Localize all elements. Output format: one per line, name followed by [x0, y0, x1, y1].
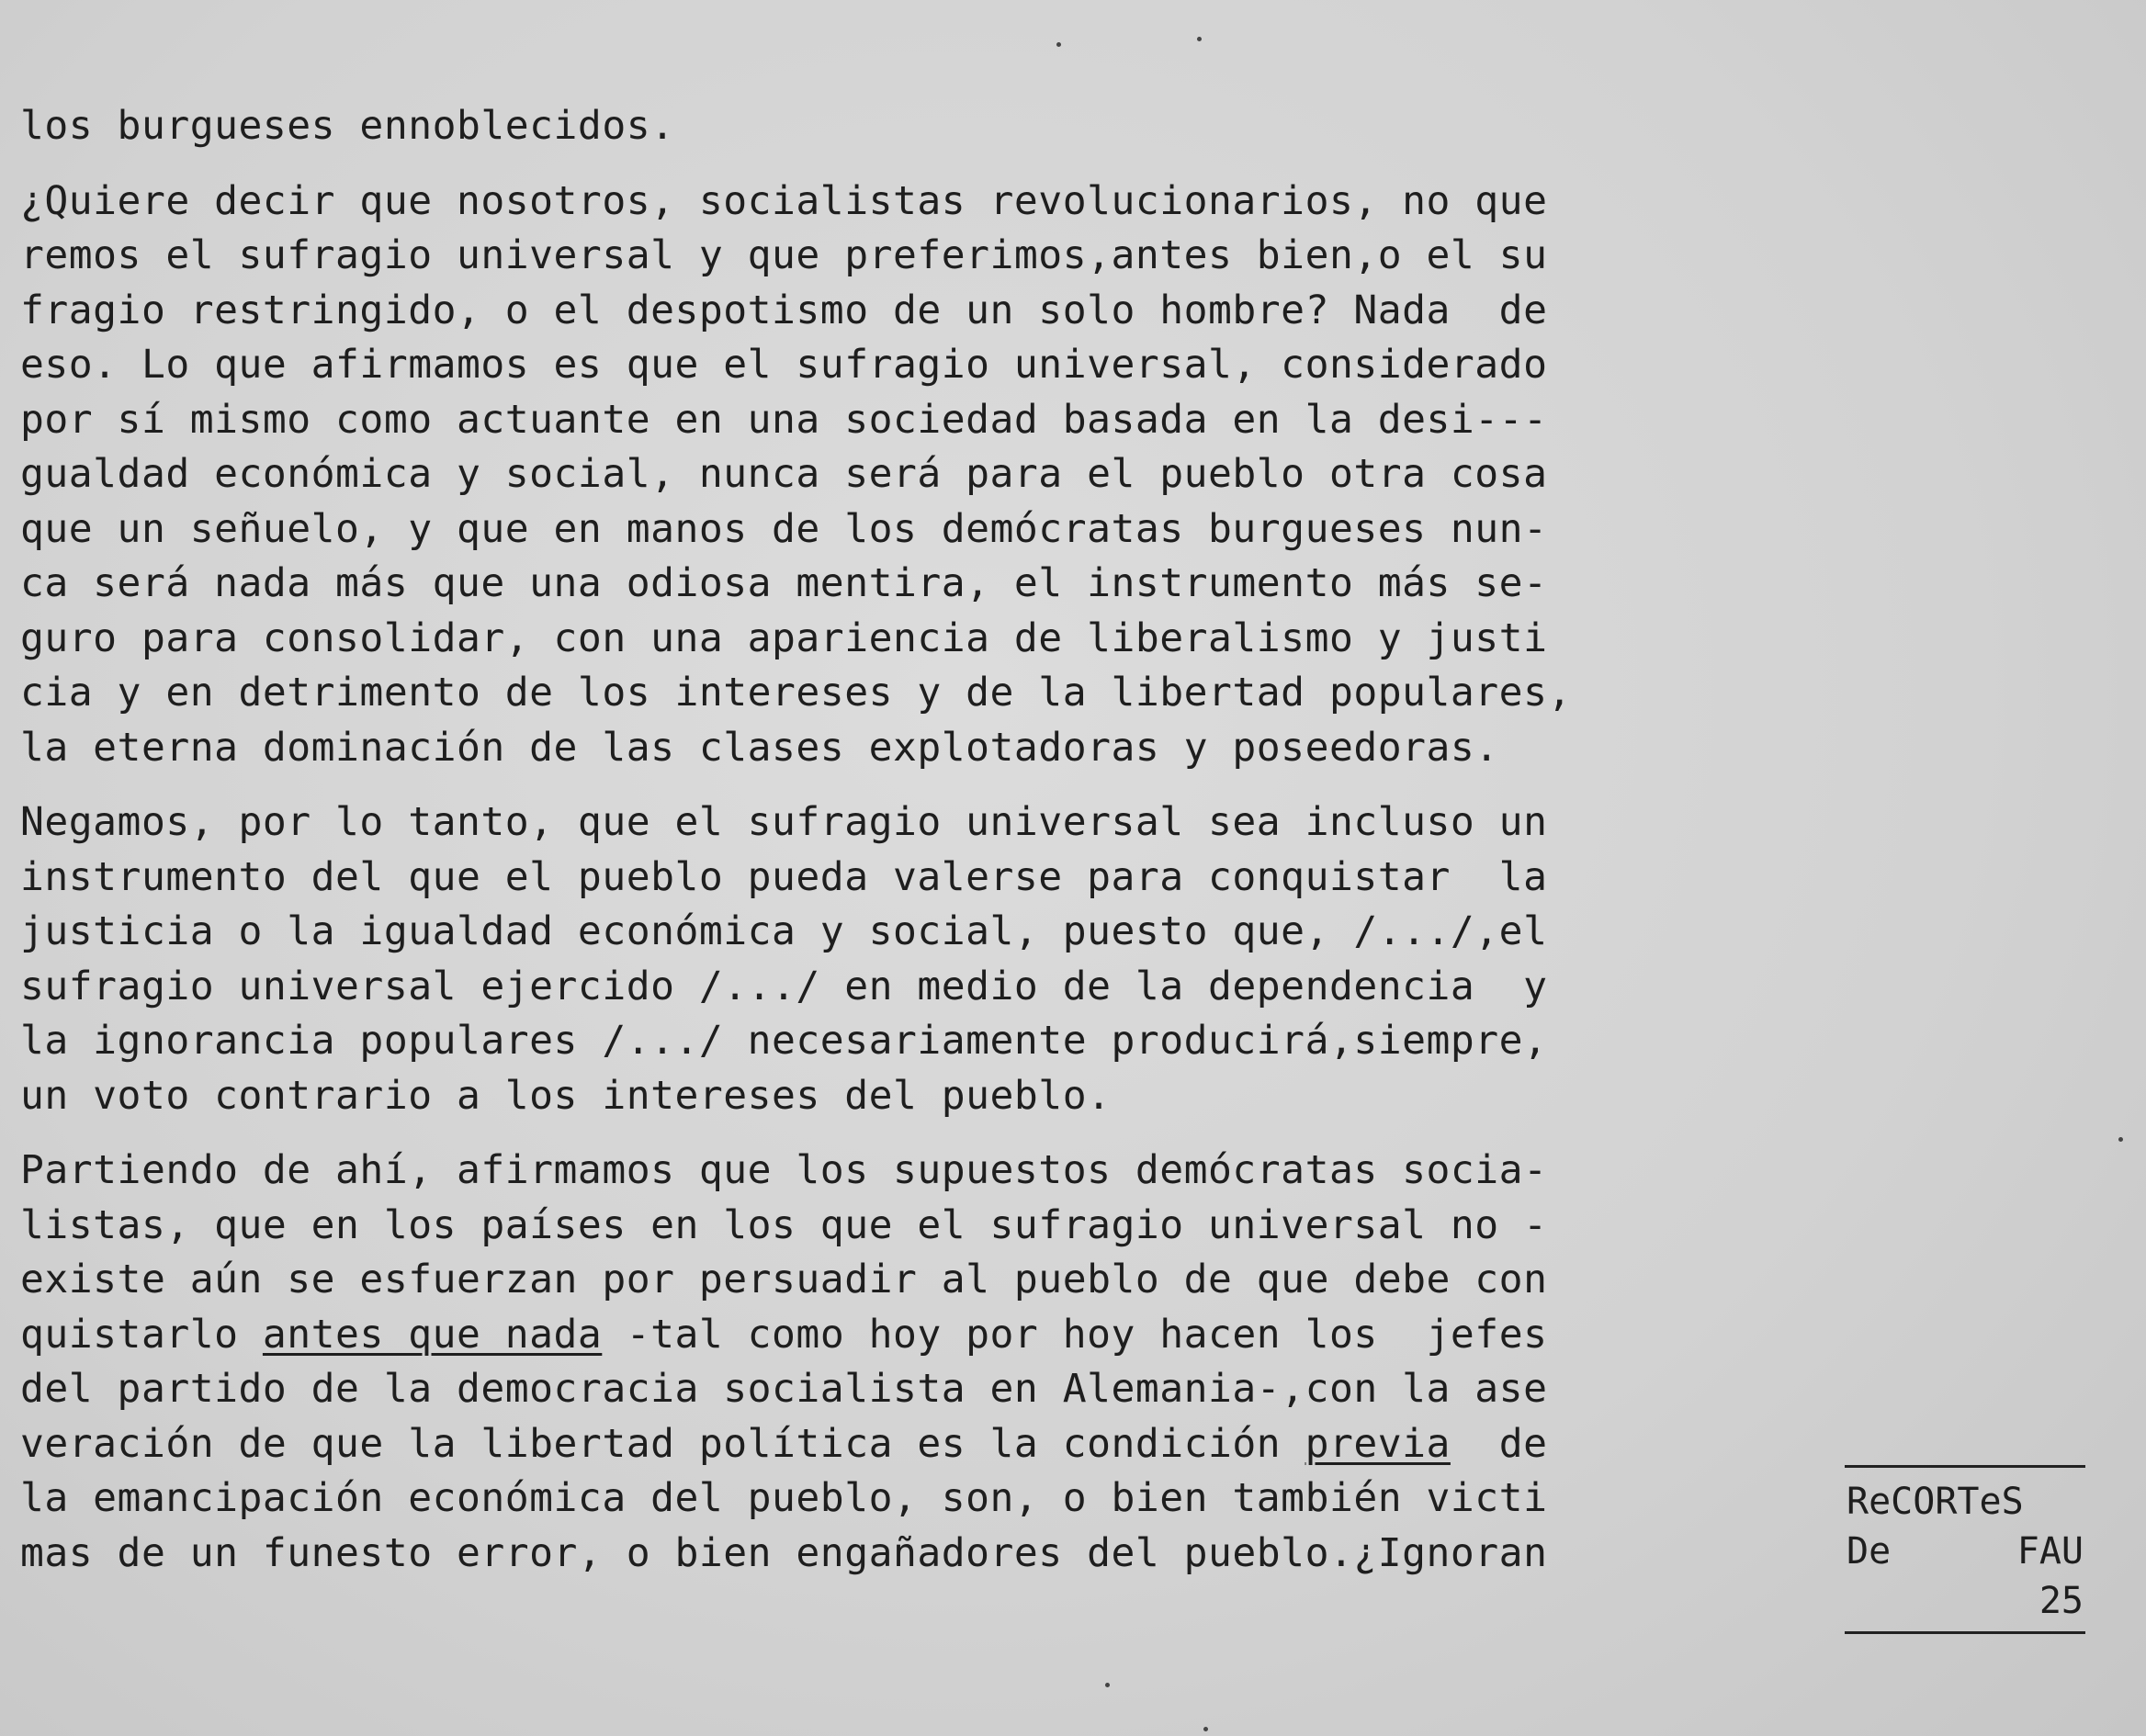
text-line: listas, que en los países en los que el sufragio universal no - [20, 1201, 1548, 1248]
text-line: eso. Lo que afirmamos es que el sufragio universal, considerado [20, 342, 1548, 388]
text-line: del partido de la democracia socialista en Alemania-,con la ase [20, 1366, 1548, 1412]
recortes-stamp [1845, 1465, 2085, 1634]
text-segment: de [1450, 1420, 1548, 1467]
stamp-label-row [1847, 1527, 2084, 1576]
text-line: sufragio universal ejercido /.../ en medio de la dependencia y [20, 963, 1548, 1009]
text-line: existe aún se esfuerzan por persuadir al pueblo de que debe con [20, 1257, 1548, 1302]
text-line: ¿Quiere decir que nosotros, socialistas revolucionarios, no que [20, 177, 1548, 224]
stamp-title: ReCORTeS [1847, 1481, 2024, 1523]
text-segment: -tal como hoy por hoy hacen los jefes [602, 1311, 1548, 1358]
underlined-phrase: antes que nada [262, 1311, 603, 1358]
paragraph-4 [20, 1144, 1848, 1581]
text-line: fragio restringido, o el despotismo de un solo hombre? Nada de [20, 287, 1548, 333]
text-line: Negamos, por lo tanto, que el sufragio universal sea incluso un [20, 799, 1548, 845]
text-line: instrumento del que el pueblo pueda valerse para conquistar la [20, 853, 1548, 900]
stamp-right-label: FAU [2016, 1530, 2084, 1573]
text-line: ca será nada más que una odiosa mentira, el instrumento más se- [20, 560, 1548, 606]
page-number: 25 [2039, 1580, 2084, 1622]
scan-speck [1056, 42, 1061, 47]
scan-speck [2118, 1137, 2123, 1142]
text-line: justicia o la igualdad económica y social, puesto que, /.../,el [20, 908, 1548, 954]
stamp-number-row [1847, 1576, 2084, 1626]
text-line: que un señuelo, y que en manos de los demócratas burgueses nun- [20, 505, 1548, 552]
scan-speck [1105, 1683, 1110, 1687]
text-segment: veración de que la libertad política es la condición [20, 1420, 1305, 1467]
text-segment: quistarlo [20, 1311, 263, 1358]
text-line: mas de un funesto error, o bien engañadores del pueblo.¿Ignoran [20, 1529, 1548, 1576]
underlined-word: previa [1305, 1420, 1451, 1467]
text-line: la emancipación económica del pueblo, son, o bien también victi [20, 1475, 1548, 1521]
text-line: guro para consolidar, con una apariencia de liberalismo y justi [20, 614, 1548, 661]
stamp-title-row [1847, 1477, 2084, 1527]
text-line: cia y en detrimento de los intereses y de la libertad populares, [20, 670, 1572, 716]
text-line: un voto contrario a los intereses del pueblo. [20, 1072, 1112, 1119]
text-line: remos el sufragio universal y que preferimos,antes bien,o el su [20, 232, 1548, 278]
text-line: Partiendo de ahí, afirmamos que los supuestos demócratas socia- [20, 1147, 1548, 1193]
text-line: los burgueses ennoblecidos. [20, 103, 675, 149]
document-body [20, 99, 1848, 1601]
text-line-with-emphasis [20, 1417, 1848, 1472]
text-line: la ignorancia populares /.../ necesariamente producirá,siempre, [20, 1018, 1548, 1064]
stamp-left-label: De [1847, 1530, 1892, 1573]
scan-speck [1203, 1727, 1208, 1731]
paragraph-2 [20, 175, 1848, 776]
text-line: la eterna dominación de las clases explotadoras y poseedoras. [20, 724, 1499, 771]
text-line: por sí mismo como actuante en una sociedad basada en la desi--- [20, 396, 1548, 443]
paragraph-1 [20, 99, 1848, 154]
text-line: gualdad económica y social, nunca será para el pueblo otra cosa [20, 451, 1548, 497]
text-line-with-emphasis [20, 1308, 1848, 1363]
scan-speck [1197, 37, 1202, 41]
paragraph-3 [20, 795, 1848, 1123]
